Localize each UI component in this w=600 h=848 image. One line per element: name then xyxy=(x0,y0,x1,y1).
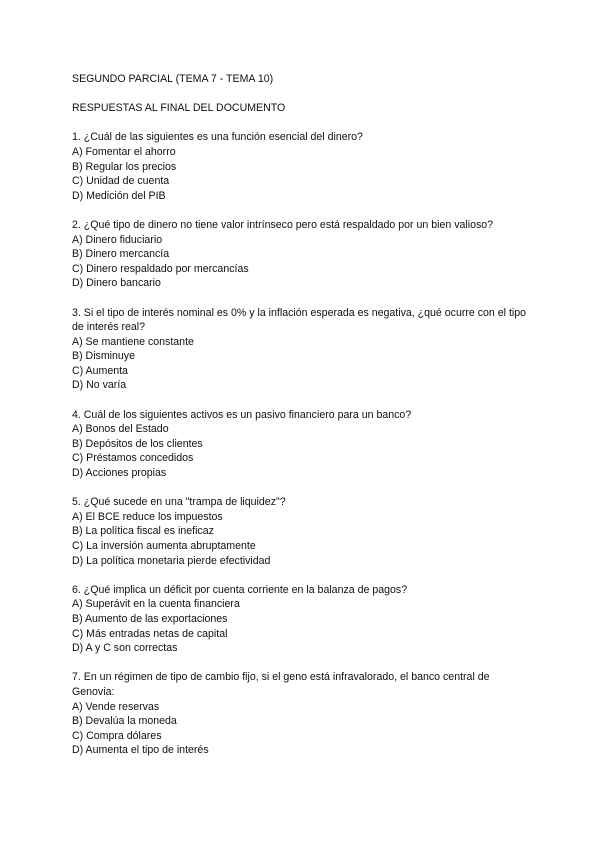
option-c: C) Dinero respaldado por mercancías xyxy=(72,262,249,275)
option-b: B) Devalúa la moneda xyxy=(72,715,177,728)
option-d: D) Dinero bancario xyxy=(72,277,161,290)
option-b: B) Regular los precios xyxy=(72,160,177,173)
option-c: C) Compra dólares xyxy=(72,729,162,742)
option-a: A) Superávit en la cuenta financiera xyxy=(72,598,240,611)
question-2 xyxy=(72,218,532,291)
option-c: C) Más entradas netas de capital xyxy=(72,627,228,640)
option-d: D) La política monetaria pierde efectividad xyxy=(72,554,271,567)
document-title: SEGUNDO PARCIAL (TEMA 7 - TEMA 10) xyxy=(72,73,274,85)
option-b: B) Depósitos de los clientes xyxy=(72,437,203,450)
option-c: C) La inversión aumenta abruptamente xyxy=(72,540,256,552)
option-b: B) Dinero mercancía xyxy=(72,248,170,261)
option-b: B) Disminuye xyxy=(72,350,135,363)
question-text: 1. ¿Cuál de las siguientes es una función esencial del dinero? xyxy=(72,131,363,144)
question-text: 2. ¿Qué tipo de dinero no tiene valor intrínseco pero está respaldado por un bien valioso? xyxy=(72,218,494,231)
option-b: B) La política fiscal es ineficaz xyxy=(72,525,214,538)
option-c: C) Unidad de cuenta xyxy=(72,175,170,188)
option-a: A) Vende reservas xyxy=(72,700,160,713)
option-d: D) No varía xyxy=(72,379,127,392)
option-d: D) Aumenta el tipo de interés xyxy=(72,744,209,757)
option-d: D) Acciones propias xyxy=(72,467,167,480)
question-4 xyxy=(72,408,532,481)
option-c: C) Préstamos concedidos xyxy=(72,452,194,465)
question-text: 6. ¿Qué implica un déficit por cuenta corriente en la balanza de pagos? xyxy=(72,583,408,596)
question-1 xyxy=(72,130,532,203)
option-d: D) Medición del PIB xyxy=(72,189,166,202)
document-subtitle: RESPUESTAS AL FINAL DEL DOCUMENTO xyxy=(72,102,286,115)
question-5 xyxy=(72,495,532,568)
option-a: A) Se mantiene constante xyxy=(72,335,194,348)
question-6 xyxy=(72,583,532,656)
question-text: 3. Si el tipo de interés nominal es 0% y la inflación esperada es negativa, ¿qué ocurre con el tipo de interés real? xyxy=(72,306,527,334)
option-b: B) Aumento de las exportaciones xyxy=(72,612,228,625)
option-a: A) Fomentar el ahorro xyxy=(72,145,176,158)
option-a: A) Dinero fiduciario xyxy=(72,233,163,246)
question-text: 4. Cuál de los siguientes activos es un pasivo financiero para un banco? xyxy=(72,408,412,421)
option-a: A) El BCE reduce los impuestos xyxy=(72,510,223,523)
question-text: 5. ¿Qué sucede en una "trampa de liquidez"? xyxy=(72,496,286,509)
question-3 xyxy=(72,306,532,394)
option-d: D) A y C son correctas xyxy=(72,642,178,655)
document-content xyxy=(72,72,532,773)
question-text: 7. En un régimen de tipo de cambio fijo, si el geno está infravalorado, el banco central de Genovia: xyxy=(72,671,490,698)
question-7 xyxy=(72,670,532,758)
option-c: C) Aumenta xyxy=(72,364,128,377)
option-a: A) Bonos del Estado xyxy=(72,423,169,436)
